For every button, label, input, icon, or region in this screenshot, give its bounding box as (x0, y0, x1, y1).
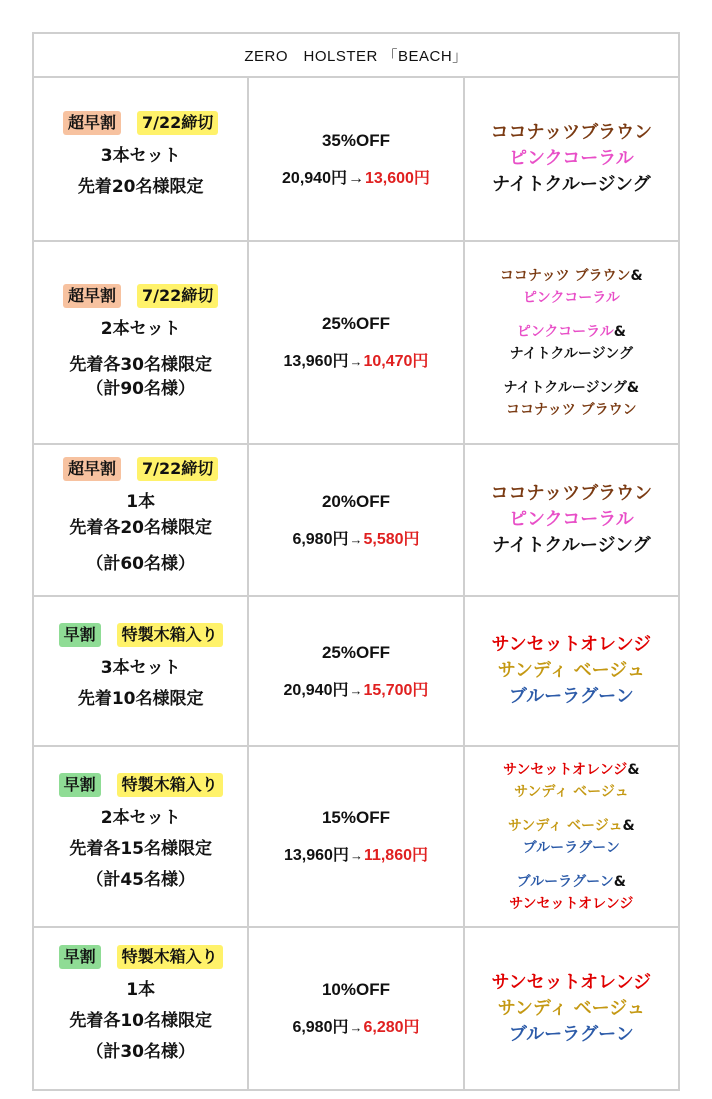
plan-price-cell (248, 746, 463, 927)
plan-detail-text: （計30名様） (86, 1042, 195, 1062)
badge-group (34, 945, 247, 969)
color-pair (465, 265, 678, 309)
color-pair-first (465, 759, 678, 781)
plan-detail-text: 2本セット (100, 318, 181, 339)
plan-detail-text: （計45名様） (86, 870, 195, 890)
color-pair-first (465, 377, 678, 399)
color-option: ココナッツブラウン (490, 483, 653, 504)
plan-detail-text: 先着10名様限定 (77, 689, 204, 709)
plan-details-cell (33, 77, 248, 241)
color-pair-second: サンセットオレンジ (509, 895, 634, 912)
plan-price-cell (248, 77, 463, 241)
original-price: 13,960円 (283, 353, 349, 370)
promo-badge: 早割 (59, 773, 101, 797)
plan-price-cell (248, 444, 463, 596)
plan-row (33, 444, 679, 596)
arrow-icon: → (349, 1020, 363, 1035)
badge-group (34, 111, 247, 135)
original-price: 20,940円 (283, 681, 349, 699)
price-line (249, 165, 462, 188)
pricing-table (32, 32, 680, 1091)
color-option: ナイトクルージング (491, 535, 651, 556)
badge-group (34, 773, 247, 797)
original-price: 6,980円 (292, 1019, 349, 1036)
arrow-icon: → (349, 531, 363, 547)
color-pair (465, 759, 678, 803)
color-option: サンセットオレンジ (491, 971, 652, 993)
color-name: ブルーラグーン (516, 873, 614, 890)
ampersand: & (613, 323, 626, 340)
plan-detail-text: 先着20名様限定 (77, 177, 204, 197)
promo-badge: 早割 (59, 945, 101, 969)
original-price: 20,940円 (282, 169, 347, 187)
color-pair-first (465, 871, 678, 893)
price-line (249, 677, 462, 700)
promo-badge: 特製木箱入り (117, 945, 223, 969)
original-price: 6,980円 (292, 530, 349, 548)
promo-badge: 超早割 (63, 284, 121, 308)
plan-detail-text: （計60名様） (86, 553, 195, 574)
promo-badge: 7/22締切 (137, 111, 218, 135)
discount-label: 20%OFF (321, 491, 390, 511)
badge-group (34, 623, 247, 647)
badge-group (34, 457, 247, 481)
color-pair-first (465, 265, 678, 287)
plan-detail-text: 1本 (126, 491, 156, 512)
color-pair (465, 815, 678, 859)
discount-label: 25%OFF (321, 642, 390, 662)
color-option: サンセットオレンジ (491, 634, 652, 655)
color-option: ピンクコーラル (508, 509, 634, 530)
color-option: サンディ ベージュ (497, 660, 645, 681)
sale-price: 10,470円 (363, 353, 429, 370)
promo-badge: 7/22締切 (137, 457, 218, 481)
plan-detail-text: （計90名様） (86, 378, 195, 399)
plan-colors-cell (464, 444, 679, 596)
color-name: ナイトクルージング (503, 379, 627, 396)
sale-price: 15,700円 (363, 681, 429, 699)
price-line (249, 526, 462, 549)
color-pair-second: サンディ ベージュ (514, 783, 629, 800)
promo-badge: 超早割 (63, 111, 121, 135)
color-option: ナイトクルージング (491, 174, 651, 195)
color-option: サンディ ベージュ (497, 997, 645, 1019)
sale-price: 5,580円 (363, 530, 420, 548)
plan-detail-text: 先着各30名様限定 (69, 354, 212, 375)
plan-colors-cell (464, 927, 679, 1090)
badge-group (34, 284, 247, 308)
ampersand: & (630, 267, 643, 284)
promo-badge: 特製木箱入り (117, 623, 223, 647)
title-row (33, 33, 679, 77)
promo-badge: 7/22締切 (137, 284, 218, 308)
plan-detail-text: 先着各15名様限定 (69, 839, 212, 859)
arrow-icon: → (347, 169, 364, 187)
plan-row (33, 77, 679, 241)
color-option: ピンクコーラル (508, 148, 634, 169)
original-price: 13,960円 (283, 847, 349, 864)
color-option: ココナッツブラウン (490, 122, 653, 143)
color-pair-first (465, 321, 678, 343)
color-pair-first (465, 815, 678, 837)
plan-row (33, 927, 679, 1090)
plan-colors-cell (464, 241, 679, 444)
promo-badge: 超早割 (63, 457, 121, 481)
color-name: サンセットオレンジ (503, 761, 628, 778)
color-option: ブルーラグーン (508, 686, 634, 707)
color-pair-second: ナイトクルージング (509, 345, 634, 362)
plan-row (33, 241, 679, 444)
plan-colors-cell (464, 596, 679, 746)
ampersand: & (622, 817, 635, 834)
promo-badge: 早割 (59, 623, 101, 647)
ampersand: & (613, 873, 627, 890)
plan-row (33, 746, 679, 927)
ampersand: & (626, 379, 640, 396)
price-line (249, 348, 462, 371)
plan-details-cell (33, 596, 248, 746)
color-option: ブルーラグーン (508, 1023, 634, 1045)
plan-colors-cell (464, 77, 679, 241)
plan-detail-text: 1本 (126, 980, 156, 1000)
ampersand: & (627, 761, 640, 778)
color-pair-second: ピンクコーラル (522, 289, 620, 306)
plan-detail-text: 先着各10名様限定 (69, 1011, 212, 1031)
discount-label: 35%OFF (321, 130, 390, 150)
plan-details-cell (33, 241, 248, 444)
sale-price: 13,600円 (364, 169, 430, 187)
arrow-icon: → (349, 848, 363, 863)
plan-price-cell (248, 596, 463, 746)
plan-detail-text: 先着各20名様限定 (69, 517, 212, 538)
color-pair (465, 321, 678, 365)
arrow-icon: → (349, 354, 363, 369)
plan-detail-text: 3本セット (100, 658, 181, 678)
color-name: サンディ ベージュ (507, 817, 623, 834)
plan-detail-text: 2本セット (100, 808, 181, 828)
promo-badge: 特製木箱入り (117, 773, 223, 797)
color-pair (465, 871, 678, 915)
color-name: ココナッツ ブラウン (499, 267, 631, 284)
plan-details-cell (33, 444, 248, 596)
sale-price: 11,860円 (363, 847, 428, 864)
price-line (249, 842, 462, 865)
arrow-icon: → (349, 682, 363, 698)
discount-label: 15%OFF (321, 808, 390, 827)
plan-details-cell (33, 927, 248, 1090)
color-name: ピンクコーラル (516, 323, 614, 340)
sale-price: 6,280円 (363, 1019, 420, 1036)
plan-price-cell (248, 927, 463, 1090)
plan-colors-cell (464, 746, 679, 927)
color-pair-second: ブルーラグーン (522, 839, 620, 856)
plan-detail-text: 3本セット (100, 146, 181, 166)
plan-details-cell (33, 746, 248, 927)
discount-label: 10%OFF (321, 980, 390, 999)
color-pair-second: ココナッツ ブラウン (506, 401, 637, 418)
color-pair (465, 377, 678, 421)
plan-row (33, 596, 679, 746)
table-title: ZERO HOLSTER 「BEACH」 (33, 33, 679, 77)
discount-label: 25%OFF (321, 314, 390, 333)
plan-price-cell (248, 241, 463, 444)
price-line (249, 1014, 462, 1037)
